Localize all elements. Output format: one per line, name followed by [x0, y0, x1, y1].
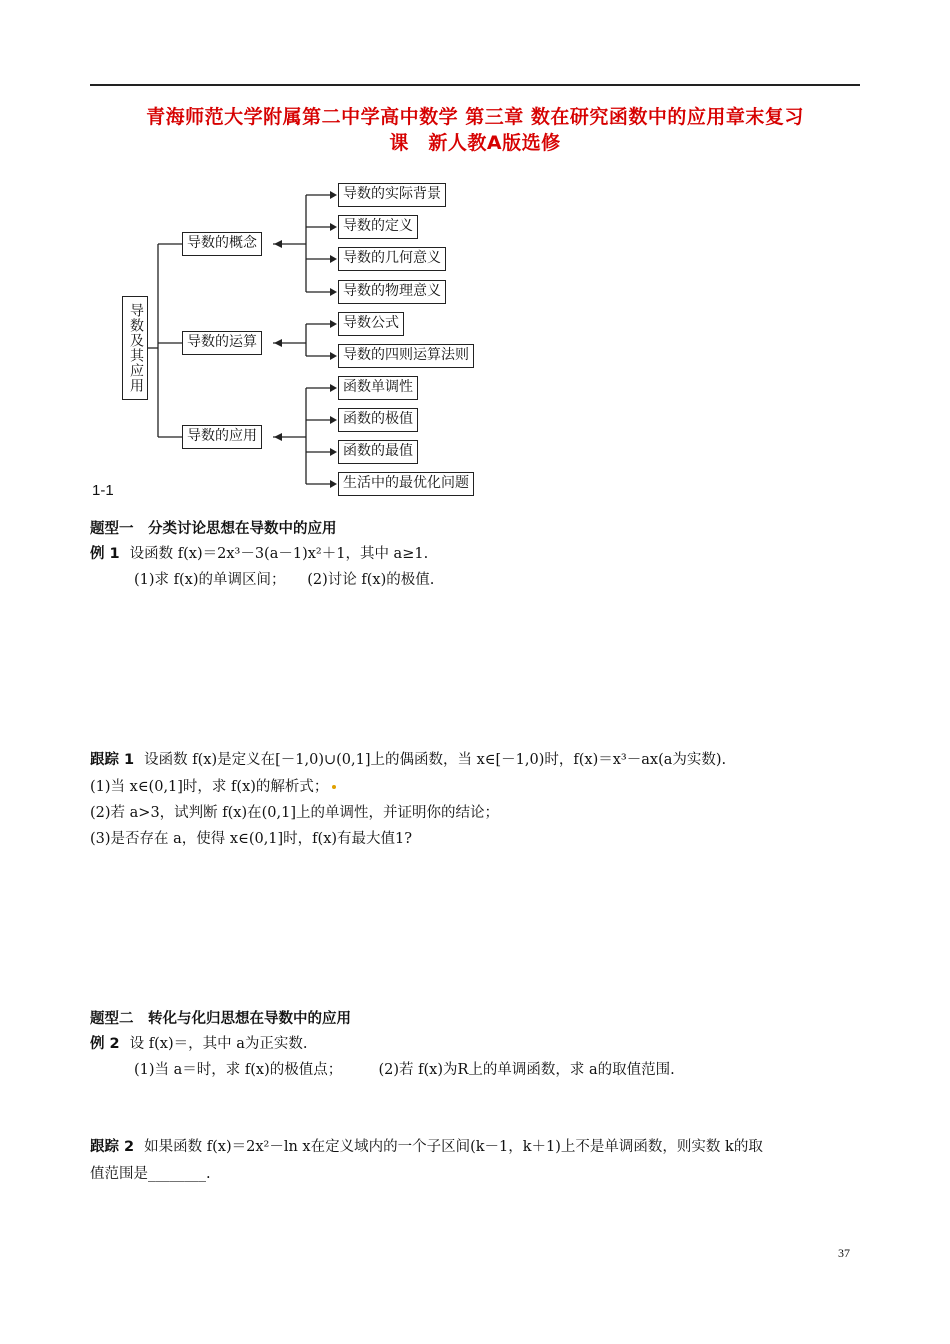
- example2: [90, 1033, 307, 1055]
- track2-label: 跟踪 2: [90, 1139, 135, 1155]
- track1-q3: (3)是否存在 a，使得 x∈(0,1]时，f(x)有最大值1?: [90, 831, 413, 847]
- leaf-max-min: 函数的最值: [338, 440, 418, 464]
- document-title-line2: 课 新人教A版选修: [389, 132, 561, 154]
- node-derivative-operations: 导数的运算: [182, 331, 262, 355]
- page-number: 37: [838, 1246, 850, 1260]
- section2-heading: 题型二 转化与化归思想在导数中的应用: [90, 1011, 351, 1027]
- example1: [90, 543, 428, 565]
- track1-q1: [90, 776, 336, 798]
- example2-label: 例 2: [90, 1036, 120, 1052]
- example1-text: 设函数 f(x)＝2x³－3(a－1)x²＋1，其中 a≥1.: [129, 546, 429, 562]
- leaf-geometric-meaning: 导数的几何意义: [338, 247, 446, 271]
- section1-heading: 题型一 分类讨论思想在导数中的应用: [90, 521, 337, 537]
- track1: [90, 749, 726, 771]
- diagram-root-node: 导数及其应用: [122, 296, 148, 400]
- leaf-arithmetic-rules: 导数的四则运算法则: [338, 344, 474, 368]
- leaf-definition: 导数的定义: [338, 215, 418, 239]
- concept-diagram: [0, 0, 950, 520]
- track1-label: 跟踪 1: [90, 752, 135, 768]
- leaf-monotonicity: 函数单调性: [338, 376, 418, 400]
- node-derivative-concept: 导数的概念: [182, 232, 262, 256]
- leaf-real-background: 导数的实际背景: [338, 183, 446, 207]
- track1-text: 设函数 f(x)是定义在[－1,0)∪(0,1]上的偶函数，当 x∈[－1,0)时，f(x)＝x³－ax(a为实数).: [144, 752, 727, 768]
- example2-parts: (1)当 a＝时，求 f(x)的极值点； (2)若 f(x)为R上的单调函数，求 a的取值范围.: [134, 1062, 675, 1078]
- example1-parts: (1)求 f(x)的单调区间； (2)讨论 f(x)的极值.: [134, 572, 435, 588]
- track2-text: 如果函数 f(x)＝2x²－ln x在定义域内的一个子区间(k－1，k＋1)上不是单调函数，则实数 k的取: [144, 1139, 763, 1155]
- track2: [90, 1136, 763, 1158]
- track2-text-line2: 值范围是________.: [90, 1166, 211, 1182]
- leaf-formulas: 导数公式: [338, 312, 404, 336]
- document-title-line1: 青海师范大学附属第二中学高中数学 第三章 数在研究函数中的应用章末复习: [146, 106, 804, 128]
- node-derivative-applications: 导数的应用: [182, 425, 262, 449]
- leaf-optimization: 生活中的最优化问题: [338, 472, 474, 496]
- track1-q1-text: (1)当 x∈(0,1]时，求 f(x)的解析式；: [90, 779, 329, 795]
- example1-label: 例 1: [90, 546, 120, 562]
- figure-label: 1-1: [92, 482, 114, 499]
- example2-text: 设 f(x)＝，其中 a为正实数.: [129, 1036, 308, 1052]
- track1-q2: (2)若 a>3，试判断 f(x)在(0,1]上的单调性，并证明你的结论；: [90, 805, 500, 821]
- leaf-extrema: 函数的极值: [338, 408, 418, 432]
- annotation-dot: [332, 785, 336, 789]
- leaf-physical-meaning: 导数的物理意义: [338, 280, 446, 304]
